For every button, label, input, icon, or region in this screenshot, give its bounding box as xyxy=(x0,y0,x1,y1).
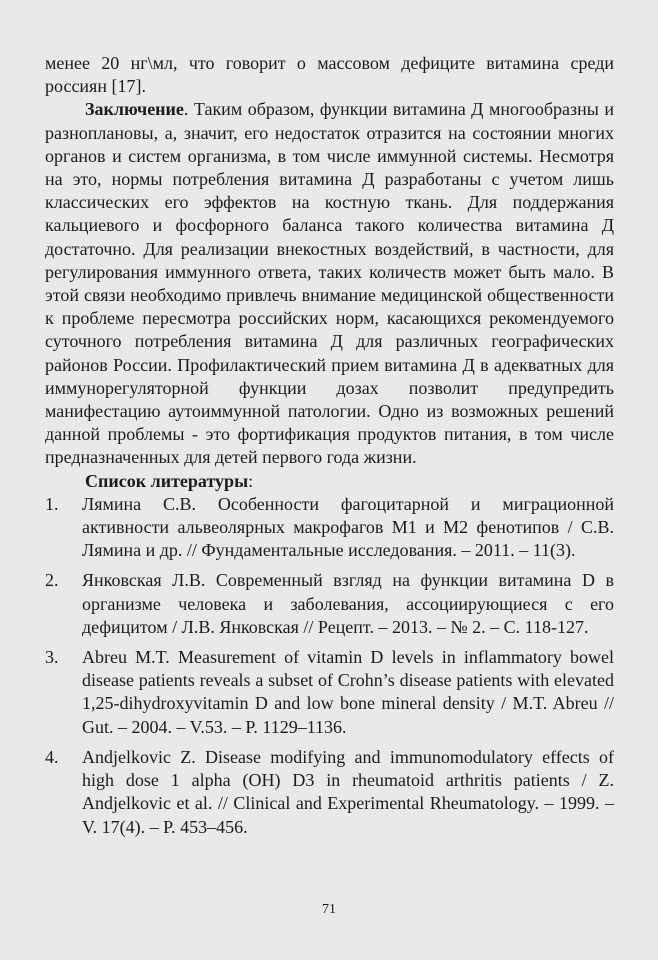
reference-item xyxy=(45,569,614,639)
reference-text: Andjelkovic Z. Disease modifying and immunomodulatory effects of high dose 1 alpha (OH) D3 in rheumatoid arthritis patients / Z. Andjelkovic et al. // Clinical and Experimental Rheumatology. – 1999. – V. 17(4). – P. 453–456. xyxy=(82,746,614,837)
page-number: 71 xyxy=(322,902,336,917)
reference-number: 3. xyxy=(45,647,59,668)
references-heading-suffix: : xyxy=(248,470,254,491)
reference-item xyxy=(45,746,614,839)
reference-number: 4. xyxy=(45,746,59,767)
reference-text: Abreu M.T. Measurement of vitamin D levels in inflammatory bowel disease patients reveals a subset of Crohn’s disease patients with elevated 1,25-dihydroxyvitamin D and low bone mineral density / M.T. Abreu // Gut. – 2004. – V.53. – P. 1129–1136. xyxy=(82,647,614,737)
conclusion-text: . Таким образом, функции витамина Д многообразны и разноплановы, а, значит, его недостаток отразится на состоянии многих органов и систем организма, в том числе иммунной системы. Несмотря на это, нормы потребления витамина Д разработаны с учетом лишь классических его эффектов на костную ткань. Для поддержания кальциевого и фосфорного баланса такого количества витамина Д достаточно. Для реализации внекостных воздействий, в частности, для регулирования иммунного ответа, таких количеств может быть мало. В этой связи необходимо привлечь внимание медицинской общественности к проблеме пересмотра российских норм, касающихся рекомендуемого суточного потребления витамина Д для различных географических районов России. Профилактический прием витамина Д в адекватных для иммунорегуляторной функции дозах позволит предупредить манифестацию аутоиммунной патологии. Одно из возможных решений данной проблемы - это фортификация продуктов питания, в том числе предназначенных для детей первого года жизни. xyxy=(45,99,614,468)
intro-paragraph: менее 20 нг\мл, что говорит о массовом дефиците витамина среди россиян [17]. xyxy=(45,53,614,97)
reference-item xyxy=(45,646,614,739)
references-heading xyxy=(45,470,614,493)
reference-item xyxy=(45,493,614,563)
conclusion-label: Заключение xyxy=(85,99,184,120)
reference-text: Янковская Л.В. Современный взгляд на функции витамина D в организме человека и заболевания, ассоциирующиеся с его дефицитом / Л.В. Янковская // Рецепт. – 2013. – № 2. – С. 118-127. xyxy=(82,570,614,637)
page-text xyxy=(45,52,614,839)
reference-text: Лямина С.В. Особенности фагоцитарной и миграционной активности альвеолярных макрофагов М1 и М2 фенотипов / С.В. Лямина и др. // Фундаментальные исследования. – 2011. – 11(3). xyxy=(82,493,614,561)
reference-number: 2. xyxy=(45,570,59,591)
conclusion-paragraph xyxy=(45,98,614,469)
references-heading-label: Список литературы xyxy=(85,470,249,491)
reference-number: 1. xyxy=(45,493,59,514)
